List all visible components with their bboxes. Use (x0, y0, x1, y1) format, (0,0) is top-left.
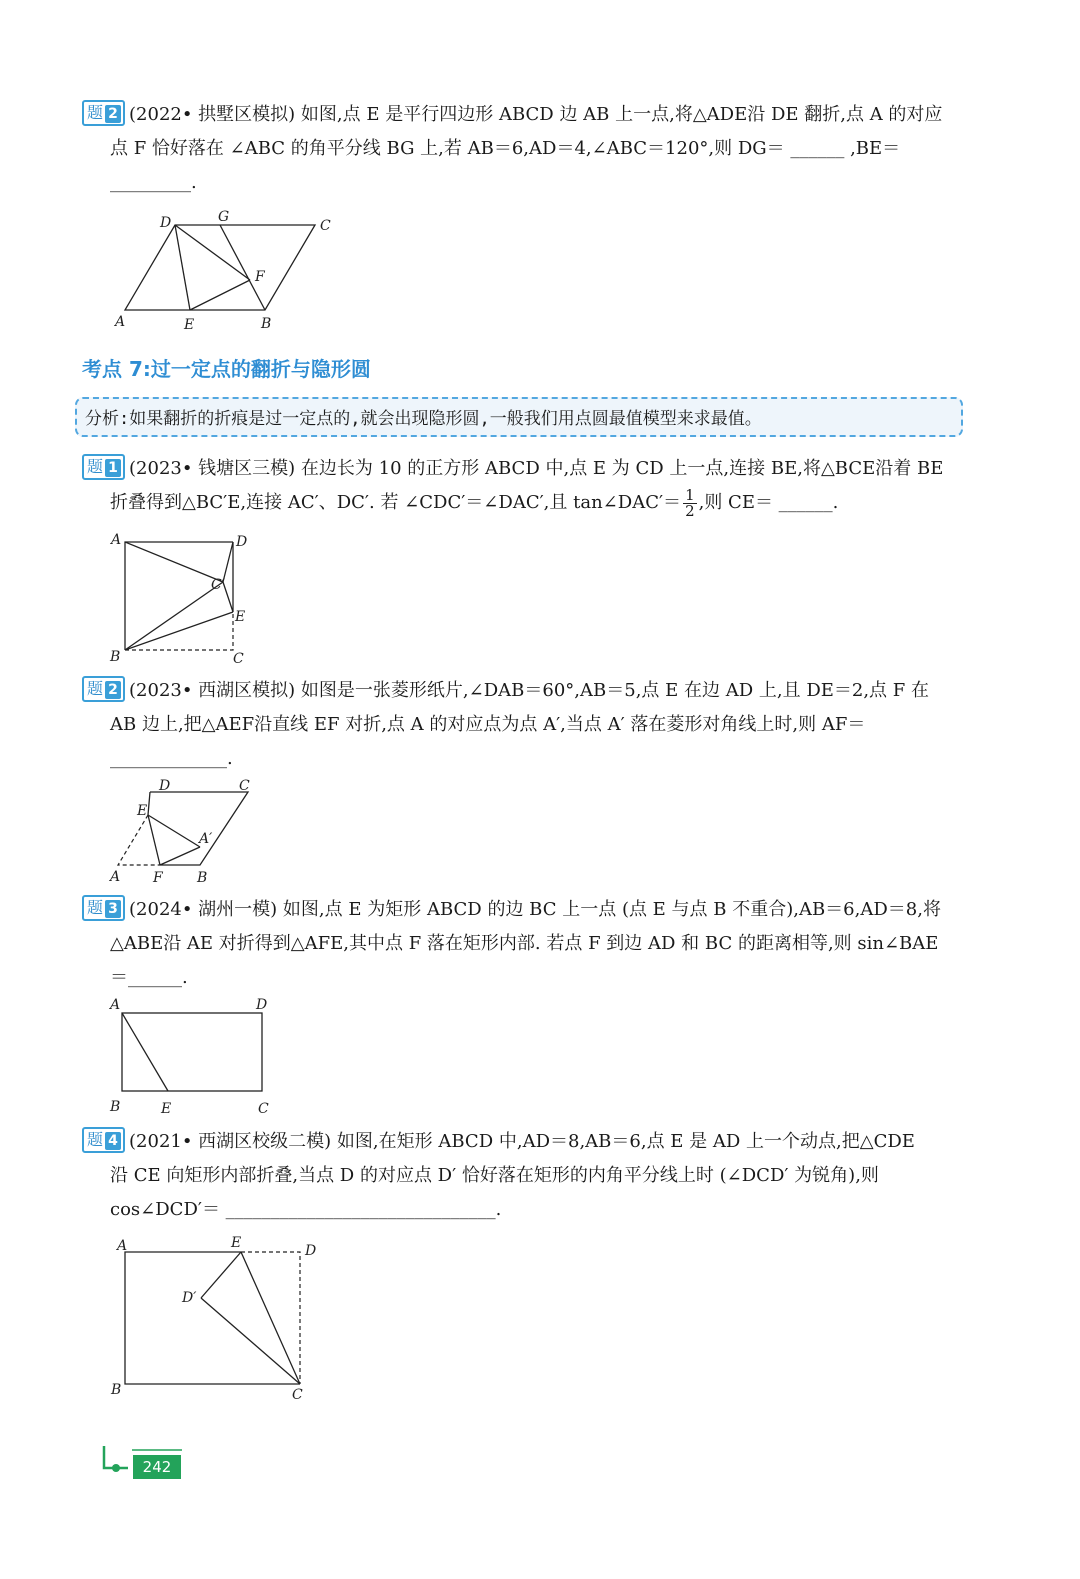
label-D: D (256, 997, 268, 1013)
label-D: D (160, 215, 172, 231)
problem-1-line3: _________. (110, 172, 197, 193)
problem-tag: 题 1 (82, 454, 125, 480)
analysis-box: 分析:如果翻折的折痕是过一定点的,就会出现隐形圆,一般我们用点圆最值模型来求最值。 (75, 397, 963, 437)
figure-parallelogram (110, 205, 340, 335)
label-D: D (305, 1243, 317, 1259)
problem-5-line3: cos∠DCD′＝ ______________________________. (110, 1199, 502, 1220)
figure-rectangle-1 (100, 995, 280, 1120)
label-C: C (258, 1101, 269, 1117)
problem-tag: 题 2 (82, 100, 125, 126)
label-B: B (110, 1099, 121, 1115)
problem-2-line1: 题 1 (2023• 钱塘区三模) 在边长为 10 的正方形 ABCD 中,点 E 为 CD 上一点,连接 BE,将△BCE沿着 BE (82, 452, 967, 486)
problem-5-line1: 题 4 (2021• 西湖区校级二模) 如图,在矩形 ABCD 中,AD＝8,AB＝6,点 E 是 AD 上一个动点,把△CDE (82, 1125, 967, 1159)
label-A: A (117, 1238, 128, 1254)
label-F: F (153, 870, 163, 886)
problem-3 (82, 674, 967, 776)
problem-1-line1: 题 2 (2022• 拱墅区模拟) 如图,点 E 是平行四边形 ABCD 边 AB 上一点,将△ADE沿 DE 翻折,点 A 的对应 (82, 98, 967, 132)
label-F: F (255, 269, 265, 285)
label-A: A (110, 869, 121, 885)
problem-2 (82, 452, 967, 520)
label-E: E (235, 609, 246, 625)
problem-tag: 题 2 (82, 676, 125, 702)
problem-2-line2: 折叠得到△BC′E,连接 AC′、DC′. 若 ∠CDC′＝∠DAC′,且 tan∠DAC′＝ $\frac{1}{2}$ ,则 CE＝ ______. (110, 485, 839, 520)
label-C: C (292, 1387, 303, 1403)
label-B: B (197, 870, 208, 886)
problem-tag: 题 4 (82, 1127, 125, 1153)
label-C: C (320, 218, 331, 234)
label-B: B (110, 649, 121, 665)
figure-rhombus (105, 775, 265, 887)
problem-3-line1: 题 2 (2023• 西湖区模拟) 如图是一张菱形纸片,∠DAB＝60°,AB＝5,点 E 在边 AD 上,且 DE＝2,点 F 在 (82, 674, 967, 708)
problem-1-line2: 点 F 恰好落在 ∠ABC 的角平分线 BG 上,若 AB＝6,AD＝4,∠ABC＝120°,则 DG＝ ______ ,BE＝ (110, 138, 901, 159)
label-C: C (239, 778, 250, 794)
label-C: C (233, 651, 244, 667)
label-E: E (231, 1235, 242, 1251)
problem-3-line3: _____________. (110, 748, 233, 769)
label-A: A (115, 314, 126, 330)
label-G: G (218, 209, 230, 225)
problem-5-line2: 沿 CE 向矩形内部折叠,当点 D 的对应点 D′ 恰好落在矩形的内角平分线上时 (∠DCD′ 为锐角),则 (110, 1165, 879, 1186)
label-A: A (110, 997, 121, 1013)
label-A-prime: A′ (199, 831, 213, 847)
problem-4-line2: △ABE沿 AE 对折得到△AFE,其中点 F 落在矩形内部. 若点 F 到边 AD 和 BC 的距离相等,则 sin∠BAE (110, 933, 939, 954)
figure-square (105, 530, 265, 670)
problem-3-line2: AB 边上,把△AEF沿直线 EF 对折,点 A 的对应点为点 A′,当点 A′ 落在菱形对角线上时,则 AF＝ (110, 714, 866, 735)
problem-4-line1: 题 3 (2024• 湖州一模) 如图,点 E 为矩形 ABCD 的边 BC 上一点 (点 E 与点 B 不重合),AB＝6,AD＝8,将 (82, 893, 967, 927)
label-D-prime: D′ (182, 1290, 197, 1306)
figure-rectangle-2 (105, 1232, 335, 1407)
label-B: B (111, 1382, 122, 1398)
problem-1 (82, 98, 967, 200)
fraction: $\frac{1}{2}$ (685, 485, 695, 520)
problem-4 (82, 893, 967, 995)
label-D: D (159, 778, 171, 794)
section-title: 考点 7:过一定点的翻折与隐形圆 (82, 357, 371, 381)
label-E: E (184, 317, 195, 333)
label-B: B (261, 316, 272, 332)
page-number: 242 (133, 1455, 181, 1479)
problem-4-line3: ＝______. (110, 967, 188, 988)
label-E: E (137, 803, 148, 819)
label-A: A (111, 532, 122, 548)
problem-5 (82, 1125, 967, 1227)
label-E: E (161, 1101, 172, 1117)
label-C-prime: C′ (211, 577, 225, 593)
label-D: D (236, 534, 248, 550)
problem-tag: 题 3 (82, 895, 125, 921)
